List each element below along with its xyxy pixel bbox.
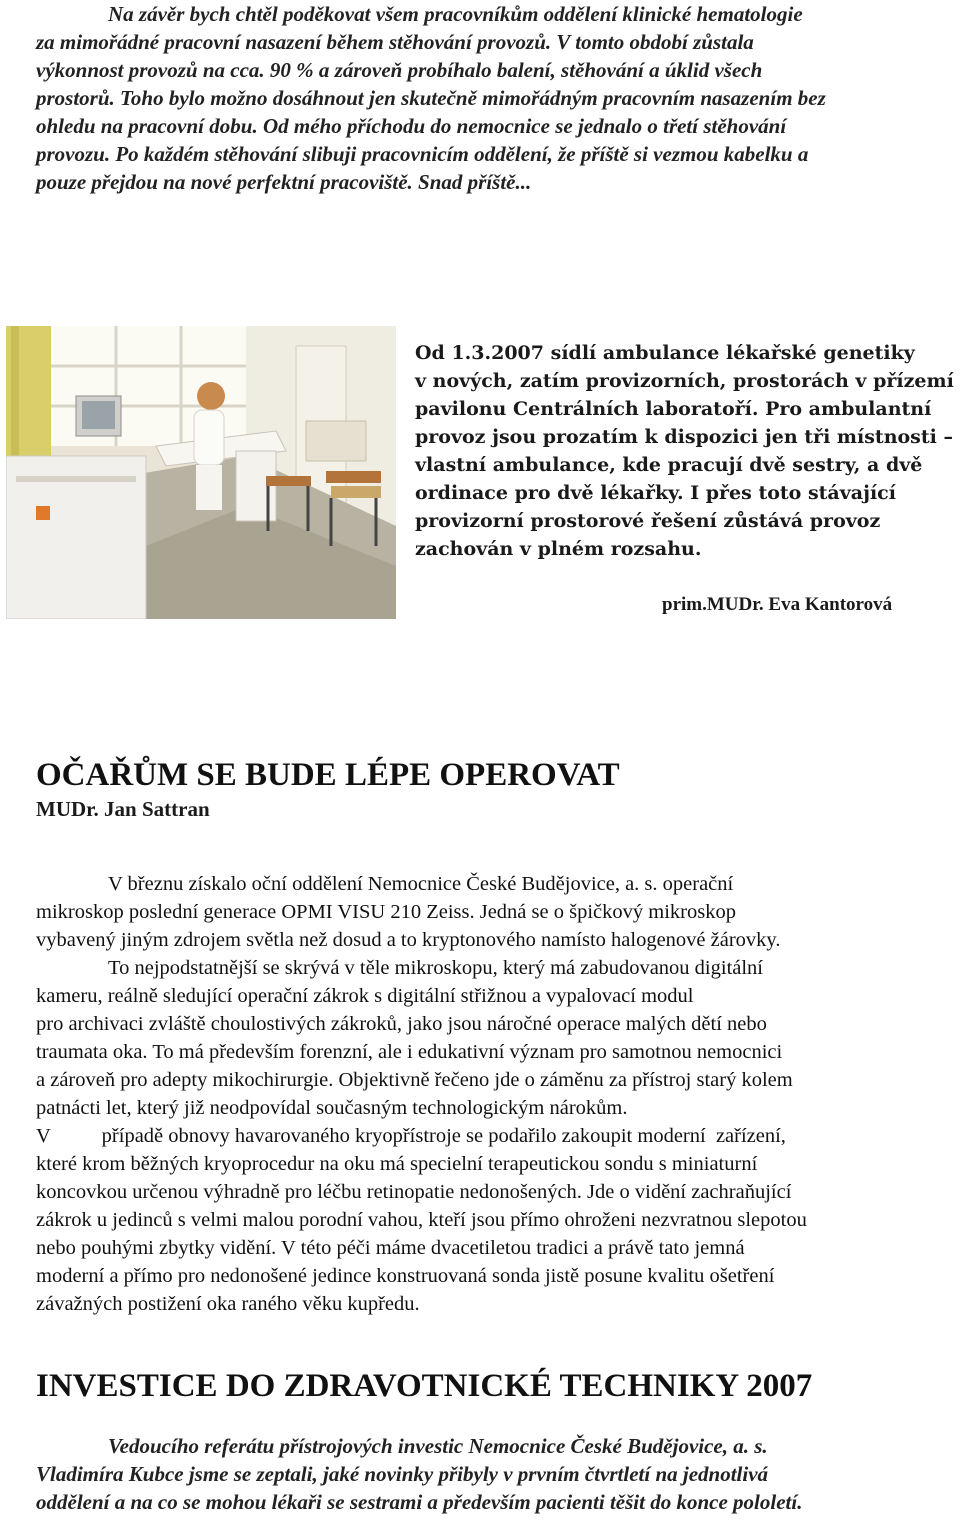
body-line: moderní a přímo pro nedonošené jedince konstruovaná sonda jistě posune kvalitu ošetření (36, 1265, 775, 1287)
genetics-line: Od 1.3.2007 sídlí ambulance lékařské genetiky (415, 342, 915, 364)
body-line: vybavený jiným zdrojem světla než dosud a to kryptonového namísto halogenové žárovky. (36, 929, 781, 951)
body-line: traumata oka. To má především forenzní, ale i edukativní význam pro samotnou nemocnici (36, 1041, 783, 1063)
intro-line: provozu. Po každém stěhování slibuji pracovnicím oddělení, že příště si vezmou kabelku a (36, 142, 809, 166)
body-line: zákrok u jedinců s velmi malou porodní vahou, kteří jsou přímo ohroženi nezvratnou slepotou (36, 1209, 807, 1231)
intro-line: Vladimíra Kubce jsme se zeptali, jaké novinky přibyly v prvním čtvrtletí na jednotlivá (36, 1462, 769, 1486)
intro-line: Vedoucího referátu přístrojových investic Nemocnice České Budějovice, a. s. (108, 1434, 768, 1458)
article-author: MUDr. Jan Sattran (36, 797, 210, 821)
body-line: koncovkou určenou výhradně pro léčbu retinopatie nedonošených. Jde o vidění zachraňující (36, 1181, 792, 1203)
body-line: To nejpodstatnější se skrývá v těle mikroskopu, který má zabudovanou digitální (108, 957, 763, 979)
intro-line: prostorů. Toho bylo možno dosáhnout jen skutečně mimořádným pracovním nasazením bez (36, 86, 826, 110)
intro-line: oddělení a na co se mohou lékaři se sestrami a především pacienti těšit do konce pololetí. (36, 1490, 803, 1514)
body-line: pro archivaci zvláště choulostivých zákroků, jako jsou náročné operace malých dětí nebo (36, 1013, 767, 1035)
ambulance-photo (6, 326, 396, 619)
body-line: které krom běžných kryoprocedur na oku má specielní terapeutickou sondu s miniaturní (36, 1153, 758, 1175)
article-title: INVESTICE DO ZDRAVOTNICKÉ TECHNIKY 2007 (36, 1368, 813, 1404)
article-title: OČAŘŮM SE BUDE LÉPE OPEROVAT (36, 757, 620, 793)
genetics-line: vlastní ambulance, kde pracují dvě sestry, a dvě (415, 454, 923, 476)
body-line: a zároveň pro adepty mikochirurgie. Objektivně řečeno jde o záměnu za přístroj starý kolem (36, 1069, 793, 1091)
body-line: V březnu získalo oční oddělení Nemocnice České Budějovice, a. s. operační (108, 873, 734, 895)
genetics-line: pavilonu Centrálních laboratoří. Pro ambulantní (415, 398, 932, 420)
intro-line: Na závěr bych chtěl poděkovat všem pracovníkům oddělení klinické hematologie (108, 2, 803, 26)
genetics-line: provoz jsou prozatím k dispozici jen tři místnosti – (415, 426, 953, 448)
genetics-line: ordinace pro dvě lékařky. I přes toto stávající (415, 482, 896, 504)
intro-line: výkonnost provozů na cca. 90 % a zároveň probíhalo balení, stěhování a úklid všech (36, 58, 763, 82)
body-line: mikroskop poslední generace OPMI VISU 210 Zeiss. Jedná se o špičkový mikroskop (36, 901, 736, 923)
body-line: kameru, reálně sledující operační zákrok s digitální střižnou a vypalovací modul (36, 985, 694, 1007)
signature: prim.MUDr. Eva Kantorová (662, 594, 893, 615)
genetics-line: v nových, zatím provizorních, prostorách v přízemí (415, 370, 954, 392)
body-line: závažných postižení oka raného věku kupředu. (36, 1293, 420, 1315)
body-line: patnácti let, který již neodpovídal současným technologickým nárokům. (36, 1097, 628, 1119)
intro-line: za mimořádné pracovní nasazení během stěhování provozů. V tomto období zůstala (36, 30, 754, 54)
intro-line: ohledu na pracovní dobu. Od mého příchodu do nemocnice se jednalo o třetí stěhování (36, 114, 787, 138)
genetics-line: zachován v plném rozsahu. (415, 538, 702, 560)
genetics-line: provizorní prostorové řešení zůstává provoz (415, 510, 881, 532)
body-line: nebo pouhými zbytky vidění. V této péči máme dvacetiletou tradici a právě tato jemná (36, 1237, 745, 1259)
intro-line: pouze přejdou na nové perfektní pracoviště. Snad příště... (36, 170, 532, 194)
body-line: V případě obnovy havarovaného kryopřístroje se podařilo zakoupit moderní zařízení, (36, 1125, 786, 1147)
